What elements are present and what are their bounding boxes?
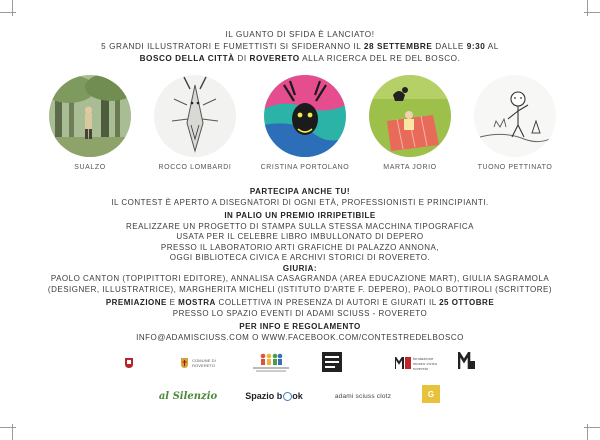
artist-name: MARTA JORIO [383, 164, 437, 171]
adami-sciuss-logo [328, 388, 398, 404]
premio-line: OGGI BIBLIOTECA CIVICA E ARCHIVI STORICI DI ROVERETO. [169, 253, 431, 262]
artist-cristina-portolano [250, 75, 360, 171]
adami-wordmark: adami sciuss clotz [334, 392, 392, 400]
mostra-label: MOSTRA [178, 298, 216, 307]
intro-text: 5 GRANDI ILLUSTRATORI E FUMETTISTI SI SFIDERANNO IL [101, 42, 364, 51]
artist-marta-jorio [355, 75, 465, 171]
artwork-picnic-image [369, 75, 451, 157]
spazio-wordmark: Spazio b [245, 391, 283, 401]
artwork-sketch-image [474, 75, 556, 157]
intro-line-2 [0, 41, 600, 53]
artist-rocco-lombardi [140, 75, 250, 171]
spazio-book-logo [244, 388, 304, 404]
al-silenzio-wordmark: al Silenzio [158, 390, 218, 402]
event-date: 28 SETTEMBRE [363, 42, 433, 51]
artist-sualzo [35, 75, 145, 171]
artwork-deer-king-image [264, 75, 346, 157]
giuria-line: PAOLO CANTON (TOPIPITTORI EDITORE), ANNALISA CASAGRANDA (AREA EDUCAZIONE MART), GIULIA SAGRAMOLA [50, 274, 550, 283]
museo-civico-logo [390, 350, 442, 376]
artist-name: TUONO PETTINATO [477, 164, 553, 171]
info-heading: PER INFO E REGOLAMENTO [239, 322, 361, 331]
premiazione-label: PREMIAZIONE [105, 298, 167, 307]
premiazione-text: E [166, 298, 179, 307]
gi-logo [420, 383, 442, 405]
gi-square-icon: G [422, 385, 440, 403]
intro-text: AL [485, 42, 499, 51]
mcr-line-2: museo civico [412, 360, 438, 366]
artist-name: SUALZO [74, 164, 106, 171]
people-icon [259, 353, 283, 365]
contest-details [0, 187, 600, 343]
mart-mark-icon [458, 352, 476, 370]
event-city: ROVERETO [249, 54, 300, 63]
crop-mark-top-left-v [12, 0, 13, 16]
crop-mark-bottom-left-h [0, 427, 16, 428]
intro-text: DI [234, 54, 250, 63]
sponsor-logos [0, 348, 600, 408]
crop-mark-top-left-h [0, 12, 16, 13]
mart-logo [456, 350, 478, 372]
artist-name: CRISTINA PORTOLANO [260, 164, 350, 171]
facebook-site-logo [320, 350, 344, 374]
crop-mark-top-right-v [587, 0, 588, 16]
event-place: BOSCO DELLA CITTÀ [139, 54, 235, 63]
artwork-creature-image [154, 75, 236, 157]
al-silenzio-logo [160, 388, 216, 404]
intro-line-1: IL GUANTO DI SFIDA È LANCIATO! [225, 30, 375, 39]
artist-name: ROCCO LOMBARDI [158, 164, 232, 171]
mcr-mark-icon [395, 357, 411, 369]
info-contacts: INFO@ADAMISCIUSS.COM O WWW.FACEBOOK.COM/CONTESTREDELBOSCO [136, 332, 464, 342]
crop-mark-bottom-right-v [587, 424, 588, 440]
provincia-logo [112, 352, 146, 374]
biblioteca-logo [250, 350, 292, 374]
artist-tuono-pettinato [460, 75, 570, 171]
crop-mark-bottom-left-v [12, 424, 13, 440]
comune-city: ROVERETO [192, 363, 216, 368]
book-circle-icon [283, 392, 292, 401]
social-badge-icon [321, 351, 343, 373]
premiazione-place: PRESSO LO SPAZIO EVENTI DI ADAMI SCIUSS - ROVERETO [172, 308, 428, 318]
coat-of-arms-icon [124, 357, 134, 369]
coat-of-arms-icon [180, 357, 189, 369]
intro-block [0, 29, 600, 65]
spazio-wordmark-end: ok [292, 391, 303, 401]
partecipa-text: IL CONTEST È APERTO A DISEGNATORI DI OGNI ETÀ, PROFESSIONISTI E PRINCIPIANTI. [111, 197, 489, 207]
premiazione-line [0, 298, 600, 309]
premio-heading: IN PALIO UN PREMIO IRRIPETIBILE [224, 211, 376, 220]
intro-text: DALLE [432, 42, 467, 51]
premio-line: USATA PER IL CELEBRE LIBRO IMBULLONATO DI DEPERO [176, 232, 424, 241]
artists-row [0, 75, 600, 185]
premiazione-date: 25 OTTOBRE [439, 298, 495, 307]
giuria-line: (DESIGNER, ILLUSTRATRICE), MARGHERITA MICHELI (ISTITUTO D'ARTE F. DEPERO), PAOLO BOTTIROLI (SCRITTORE) [47, 284, 553, 294]
comune-label: COMUNE DI [192, 358, 216, 363]
premio-line: REALIZZARE UN PROGETTO DI STAMPA SULLA STESSA MACCHINA TIPOGRAFICA [125, 221, 475, 231]
mcr-line-3: rovereto [412, 365, 429, 371]
event-time: 9:30 [466, 42, 486, 51]
premio-line: PRESSO IL LABORATORIO ARTI GRAFICHE DI PALAZZO ANNONA, [160, 242, 440, 252]
premiazione-text: COLLETTIVA IN PRESENZA DI AUTORI E GIURATI IL [215, 298, 440, 307]
intro-text: ALLA RICERCA DEL RE DEL BOSCO. [299, 54, 461, 63]
intro-line-3 [0, 53, 600, 65]
partecipa-heading: PARTECIPA ANCHE TU! [249, 187, 351, 196]
mcr-line-1: fondazione [412, 355, 434, 361]
comune-rovereto-logo [175, 352, 221, 374]
artwork-forest-image [49, 75, 131, 157]
giuria-heading: GIURIA: [282, 263, 318, 273]
